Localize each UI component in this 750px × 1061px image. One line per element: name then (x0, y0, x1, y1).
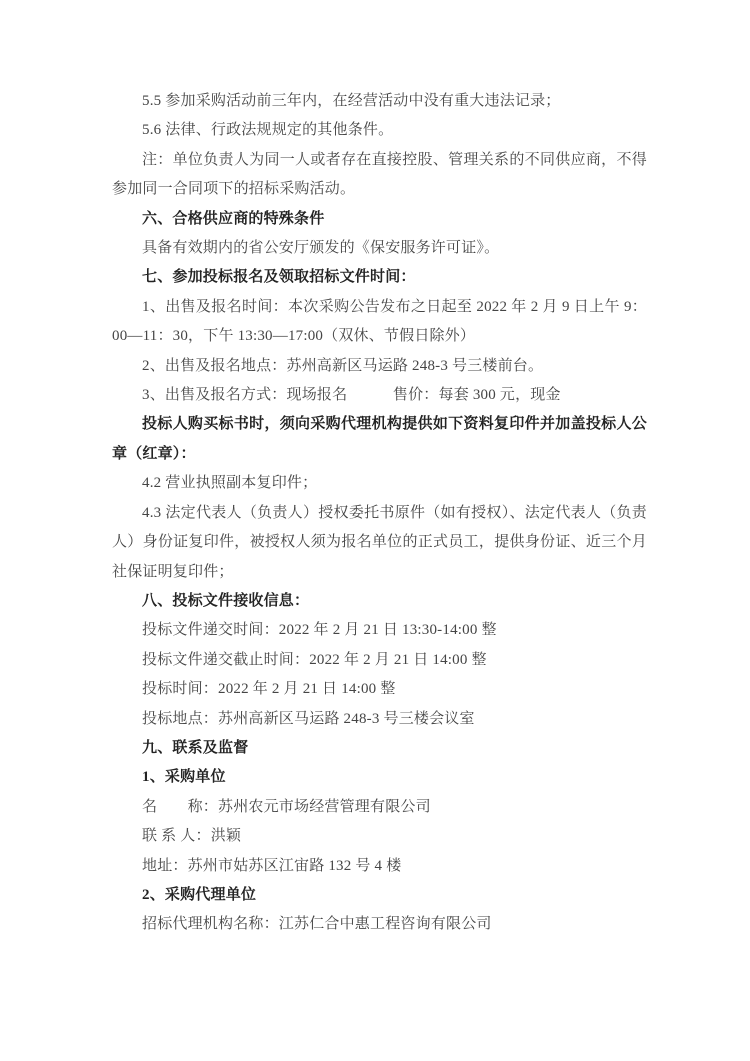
special-condition-text: 具备有效期内的省公安厅颁发的《保安服务许可证》。 (142, 240, 500, 257)
clause-4-3: 4.3 法定代表人（负责人）授权委托书原件（如有授权）、法定代表人（负责人）身份证复印件，被授权人须为报名单位的正式员工，提供身份证、近三个月社保证明复印件； (112, 504, 647, 580)
bid-location: 投标地点：苏州高新区马运路 248-3 号三楼会议室 (142, 710, 475, 727)
clause-5-6: 5.6 法律、行政法规规定的其他条件。 (142, 122, 394, 139)
agency-name: 招标代理机构名称：江苏仁合中惠工程咨询有限公司 (142, 916, 492, 933)
heading-section-nine: 九、联系及监督 (142, 739, 249, 756)
bid-submission-deadline: 投标文件递交截止时间：2022 年 2 月 21 日 14:00 整 (142, 651, 487, 668)
bid-opening-time: 投标时间：2022 年 2 月 21 日 14:00 整 (142, 681, 396, 698)
purchaser-contact-person: 联 系 人：洪颖 (142, 828, 242, 845)
bid-submission-time: 投标文件递交时间：2022 年 2 月 21 日 13:30-14:00 整 (142, 622, 497, 639)
purchaser-address: 地址：苏州市姑苏区江宙路 132 号 4 楼 (142, 857, 402, 874)
heading-section-six: 六、合格供应商的特殊条件 (142, 210, 325, 227)
heading-section-seven: 七、参加投标报名及领取招标文件时间： (142, 269, 416, 286)
item-2-sale-location: 2、出售及报名地点：苏州高新区马运路 248-3 号三楼前台。 (142, 357, 544, 374)
heading-purchaser: 1、采购单位 (142, 769, 226, 786)
item-1-sale-time: 1、出售及报名时间：本次采购公告发布之日起至 2022 年 2 月 9 日上午 9：00—11：30，下午 13:30—17:00（双休、节假日除外） (112, 298, 647, 345)
heading-agency: 2、采购代理单位 (142, 886, 257, 903)
note-same-legal-person: 注：单位负责人为同一人或者存在直接控股、管理关系的不同供应商，不得参加同一合同项下的招标采购活动。 (112, 151, 647, 198)
heading-section-eight: 八、投标文件接收信息： (142, 592, 310, 609)
clause-4-2: 4.2 营业执照副本复印件； (142, 475, 318, 492)
clause-5-5: 5.5 参加采购活动前三年内，在经营活动中没有重大违法记录； (142, 93, 561, 109)
bidder-purchase-notice: 投标人购买标书时，须向采购代理机构提供如下资料复印件并加盖投标人公章（红章）： (112, 416, 647, 462)
item-3-sale-method: 3、出售及报名方式：现场报名 售价：每套 300 元，现金 (142, 387, 561, 404)
purchaser-name: 名 称：苏州农元市场经营管理有限公司 (142, 798, 431, 815)
